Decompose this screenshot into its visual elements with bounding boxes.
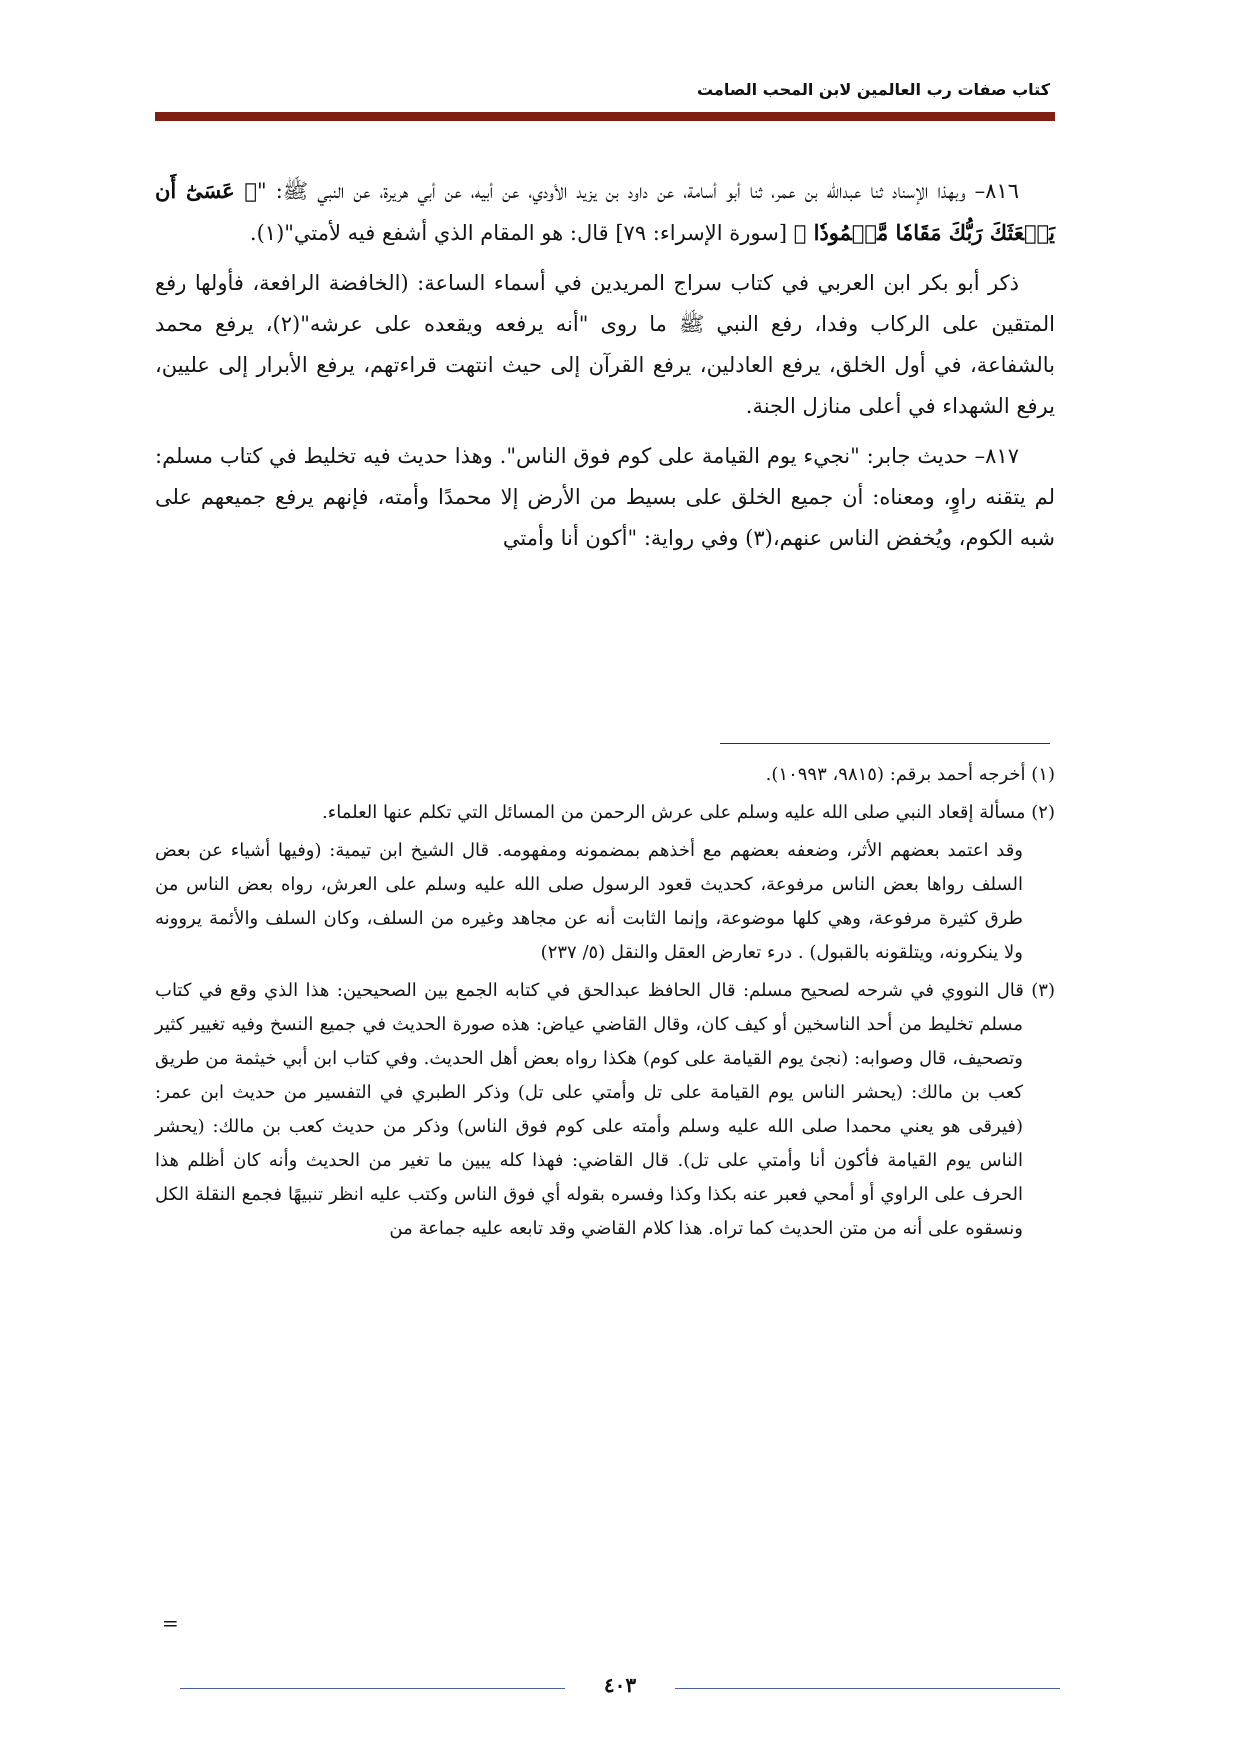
footnote-continuation-mark: = [162,1611,179,1635]
main-text [155,170,1055,568]
hadith-816-text-end: [سورة الإسراء: ٧٩] قال: هو المقام الذي أشفع فيه لأمتي"(١). [249,221,794,245]
footer-rule-left [180,1688,565,1689]
footnotes [155,758,1055,1250]
hadith-817-paragraph: ٨١٧– حديث جابر: "نجيء يوم القيامة على كوم فوق الناس". وهذا حديث فيه تخليط في كتاب مسلم: لم يتقنه راوٍ، ومعناه: أن جميع الخلق على بسيط من الأرض إلا محمدًا وأمته، فإنهم يرفع جميعهم على شبه الكوم، ويُخفض الناس عنهم،(٣) وفي رواية: "أكون أنا وأمتي [155,444,1055,550]
footnote-2-continuation: وقد اعتمد بعضهم الأثر، وضعفه بعضهم مع أخذهم بمضمونه ومفهومه. قال الشيخ ابن تيمية: (وفيها أشياء عن بعض السلف رواها بعض الناس مرفوعة، كحديث قعود الرسول صلى الله عليه وسلم على العرش، رواه بعض الناس من طرق كثيرة مرفوعة، وهي كلها موضوعة، وإنما الثابت أنه عن مجاهد وغيره من السلف، وكان السلف والأئمة يروونه ولا ينكرونه، ويتلقونه بالقبول) . درء تعارض العقل والنقل (٥/ ٢٣٧) [155,840,1023,963]
header-rule [155,112,1055,121]
running-header-title: كتاب صفات رب العالمين لابن المحب الصامت [696,80,1050,99]
footnote-separator [720,743,1050,744]
hadith-816-paragraph [155,170,1055,254]
hadith-816-text-start: ٨١٦– وبهذا الإسناد ثنا عبدالله بن عمر، ثنا أبو أسامة، عن داود بن يزيد الأودي، عن أبيه، عن أبي هريرة، عن النبي ﷺ: " [257,179,1019,203]
page-number: ٤٠٣ [603,1673,637,1697]
footnote-3: (٣) قال النووي في شرحه لصحيح مسلم: قال الحافظ عبدالحق في كتابه الجمع بين الصحيحين: هذا الذي وقع في كتاب مسلم تخليط من أحد الناسخين أو كيف كان، وقال القاضي عياض: هذه صورة الحديث في جميع النسخ وفيه تغيير كثير وتصحيف، قال وصوابه: (نجئ يوم القيامة على كوم) هكذا رواه بعض أهل الحديث. وفي كتاب ابن أبي خيثمة من طريق كعب بن مالك: (يحشر الناس يوم القيامة على تل وأمتي على تل) وذكر الطبري في التفسير من حديث ابن عمر: (فيرقى هو يعني محمدا صلى الله عليه وسلم وأمته على كوم فوق الناس) وذكر من حديث كعب بن مالك: (يحشر الناس يوم القيامة فأكون أنا وأمتي على تل). قال القاضي: فهذا كله يبين ما تغير من الحديث وأنه كان أظلم هذا الحرف على الراوي أو أمحي فعبر عنه بكذا وكذا وفسره بقوله أي فوق الناس وكتب عليه انظر تنبيهًا فجمع النقلة الكل ونسقوه على أنه من متن الحديث كما تراه. هذا كلام القاضي وقد تابعه عليه جماعة من [155,980,1055,1239]
footnote-1: (١) أخرجه أحمد برقم: (٩٨١٥، ١٠٩٩٣). [765,764,1055,785]
ibn-arabi-paragraph: ذكر أبو بكر ابن العربي في كتاب سراج المريدين في أسماء الساعة: (الخافضة الرافعة، فأولها رفع المتقين على الركاب وفدا، رفع النبي ﷺ ما روى "أنه يرفعه ويقعده على عرشه"(٢)، يرفع محمد بالشفاعة، في أول الخلق، يرفع العادلين، يرفع القرآن إلى حيث انتهت قراءتهم، يرفع الأبرار إلى عليين، يرفع الشهداء في أعلى منازل الجنة. [155,271,1055,418]
footer-rule-right [675,1688,1060,1689]
footnote-2: (٢) مسألة إقعاد النبي صلى الله عليه وسلم على عرش الرحمن من المسائل التي تكلم عنها العلماء. [322,802,1055,823]
quran-verse: ﴿ عَسَىٰٓ أَن يَبۡعَثَكَ رَبُّكَ مَقَامٗا مَّحۡمُودٗا ﴾ [155,178,1055,245]
